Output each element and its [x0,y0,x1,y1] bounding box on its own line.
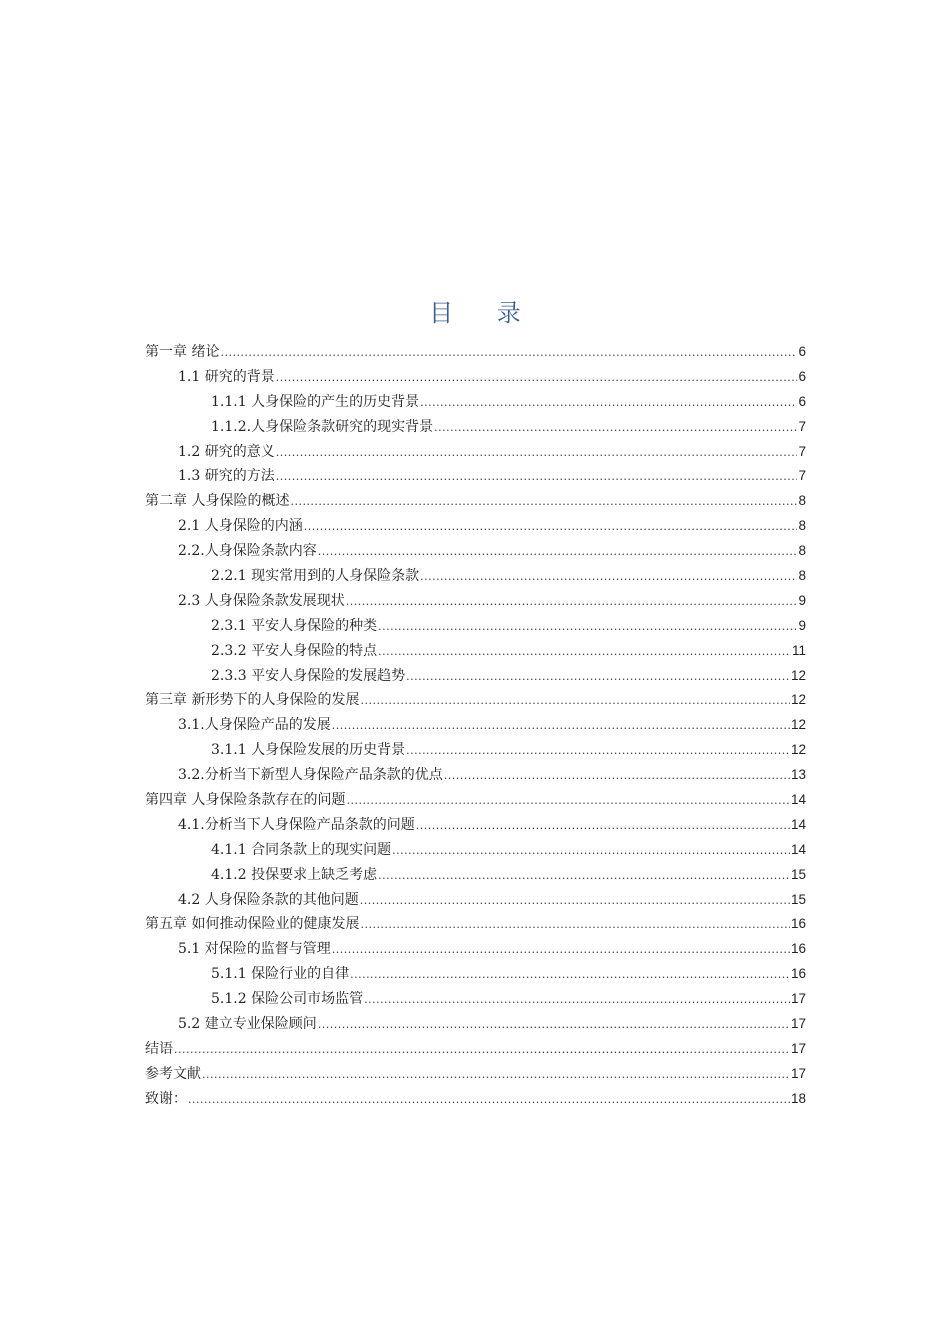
toc-entry[interactable] [145,615,806,640]
toc-dot-leader [346,595,798,608]
toc-dot-leader [332,719,790,732]
toc-dot-leader [360,918,790,931]
toc-entry[interactable] [145,864,806,889]
toc-dot-leader [360,894,790,907]
toc-entry[interactable] [145,689,806,714]
toc-entry-page-number: 16 [790,966,806,982]
toc-dot-leader [378,645,791,658]
toc-entry[interactable] [145,1088,806,1113]
toc-entry-page-number: 8 [798,493,806,509]
toc-entry[interactable] [145,764,806,789]
toc-entry-page-number: 9 [798,617,806,633]
toc-dot-leader [444,769,790,782]
toc-dot-leader [346,794,790,807]
toc-entry[interactable] [145,490,806,515]
toc-dot-leader [360,694,790,707]
toc-entry-page-number: 14 [790,841,806,857]
toc-entry-page-number: 8 [798,518,806,534]
toc-entry[interactable] [145,814,806,839]
toc-entry[interactable] [145,963,806,988]
toc-entry[interactable] [145,1063,806,1088]
toc-dot-leader [276,446,798,459]
toc-dot-leader [434,421,797,434]
toc-entry-page-number: 17 [790,1065,806,1081]
toc-entry-label: 结语 [145,1040,173,1057]
toc-entry-label: 4.1.2 投保要求上缺乏考虑 [211,866,378,883]
toc-dot-leader [188,1093,790,1106]
toc-dot-leader [304,520,798,533]
toc-entry-page-number: 14 [790,792,806,808]
toc-entry-label: 1.1.2.人身保险条款研究的现实背景 [211,418,434,435]
toc-entry[interactable] [145,416,806,441]
toc-dot-leader [276,371,798,384]
toc-entry-page-number: 16 [790,941,806,957]
toc-entry-label: 1.3 研究的方法 [178,468,275,485]
toc-entry[interactable] [145,465,806,490]
toc-entry-label: 2.3.2 平安人身保险的特点 [211,642,378,659]
toc-dot-leader [406,670,790,683]
toc-entry-label: 2.1 人身保险的内涵 [178,518,303,535]
toc-dot-leader [350,968,790,981]
toc-dot-leader [318,545,798,558]
toc-entry-page-number: 12 [790,667,806,683]
toc-entry[interactable] [145,1038,806,1063]
toc-entry-label: 3.2.分析当下新型人身保险产品条款的优点 [178,767,443,784]
toc-entry[interactable] [145,590,806,615]
toc-entry[interactable] [145,839,806,864]
toc-entry-page-number: 16 [790,916,806,932]
toc-entry-page-number: 18 [790,1090,806,1106]
toc-dot-leader [420,570,797,583]
toc-entry-label: 致谢： [145,1090,187,1107]
toc-dot-leader [406,744,790,757]
toc-entry-label: 1.2 研究的意义 [178,443,275,460]
toc-entry[interactable] [145,366,806,391]
toc-entry[interactable] [145,714,806,739]
toc-entry-page-number: 6 [798,393,806,409]
toc-dot-leader [364,993,790,1006]
table-of-contents [145,341,806,1113]
toc-dot-leader [378,620,797,633]
toc-dot-leader [318,1018,790,1031]
toc-entry-page-number: 8 [798,568,806,584]
toc-entry-label: 第二章 人身保险的概述 [145,493,290,510]
toc-entry[interactable] [145,441,806,466]
toc-entry-label: 5.1.1 保险行业的自律 [211,966,350,983]
toc-entry-page-number: 6 [798,368,806,384]
toc-entry-page-number: 17 [790,1016,806,1032]
toc-dot-leader [332,943,790,956]
toc-entry[interactable] [145,640,806,665]
toc-dot-leader [202,1068,790,1081]
toc-entry-page-number: 6 [798,344,806,359]
toc-entry-label: 2.3 人身保险条款发展现状 [178,592,345,609]
toc-entry-label: 2.3.1 平安人身保险的种类 [211,617,378,634]
toc-dot-leader [220,346,797,359]
toc-entry[interactable] [145,938,806,963]
toc-entry-page-number: 14 [790,816,806,832]
toc-entry-label: 第四章 人身保险条款存在的问题 [145,792,346,809]
toc-entry-page-number: 7 [798,468,806,484]
toc-entry-page-number: 9 [798,592,806,608]
toc-dot-leader [416,819,790,832]
toc-entry-label: 2.2.1 现实常用到的人身保险条款 [211,568,420,585]
toc-entry-label: 1.1 研究的背景 [178,368,275,385]
toc-entry[interactable] [145,1013,806,1038]
toc-dot-leader [378,869,790,882]
toc-entry[interactable] [145,889,806,914]
toc-entry[interactable] [145,515,806,540]
toc-entry-page-number: 15 [790,891,806,907]
toc-entry-page-number: 7 [798,418,806,434]
toc-entry[interactable] [145,789,806,814]
toc-entry-label: 5.1.2 保险公司市场监管 [211,991,364,1008]
toc-entry[interactable] [145,565,806,590]
toc-entry-label: 第五章 如何推动保险业的健康发展 [145,916,360,933]
toc-entry-label: 5.2 建立专业保险顾问 [178,1016,317,1033]
toc-entry-label: 1.1.1 人身保险的产生的历史背景 [211,393,420,410]
toc-entry[interactable] [145,665,806,690]
toc-entry[interactable] [145,540,806,565]
toc-entry-label: 第三章 新形势下的人身保险的发展 [145,692,360,709]
toc-entry[interactable] [145,988,806,1013]
toc-dot-leader [420,396,797,409]
toc-entry-page-number: 13 [790,767,806,783]
toc-dot-leader [276,470,798,483]
toc-entry[interactable] [145,341,806,366]
toc-entry-label: 第一章 绪论 [145,344,220,360]
toc-entry-page-number: 7 [798,443,806,459]
toc-entry-page-number: 8 [798,543,806,559]
toc-entry-label: 4.1.1 合同条款上的现实问题 [211,841,392,858]
toc-entry[interactable] [145,739,806,764]
toc-title: 目 录 [429,299,539,327]
toc-dot-leader [290,495,797,508]
toc-dot-leader [174,1043,790,1056]
toc-entry-label: 2.2.人身保险条款内容 [178,543,317,560]
toc-entry-label: 3.1.人身保险产品的发展 [178,717,331,734]
toc-dot-leader [392,844,790,857]
toc-entry-label: 3.1.1 人身保险发展的历史背景 [211,742,406,759]
toc-entry-page-number: 17 [790,1040,806,1056]
toc-entry-page-number: 12 [790,717,806,733]
toc-entry-label: 2.3.3 平安人身保险的发展趋势 [211,667,406,684]
toc-entry[interactable] [145,913,806,938]
toc-entry[interactable] [145,391,806,416]
toc-entry-label: 参考文献 [145,1065,201,1082]
toc-entry-page-number: 11 [791,642,806,658]
toc-entry-page-number: 17 [790,991,806,1007]
toc-entry-page-number: 12 [790,742,806,758]
toc-entry-page-number: 12 [790,692,806,708]
toc-entry-label: 5.1 对保险的监督与管理 [178,941,331,958]
toc-entry-label: 4.2 人身保险条款的其他问题 [178,891,359,908]
toc-entry-page-number: 15 [790,866,806,882]
toc-entry-label: 4.1.分析当下人身保险产品条款的问题 [178,816,415,833]
